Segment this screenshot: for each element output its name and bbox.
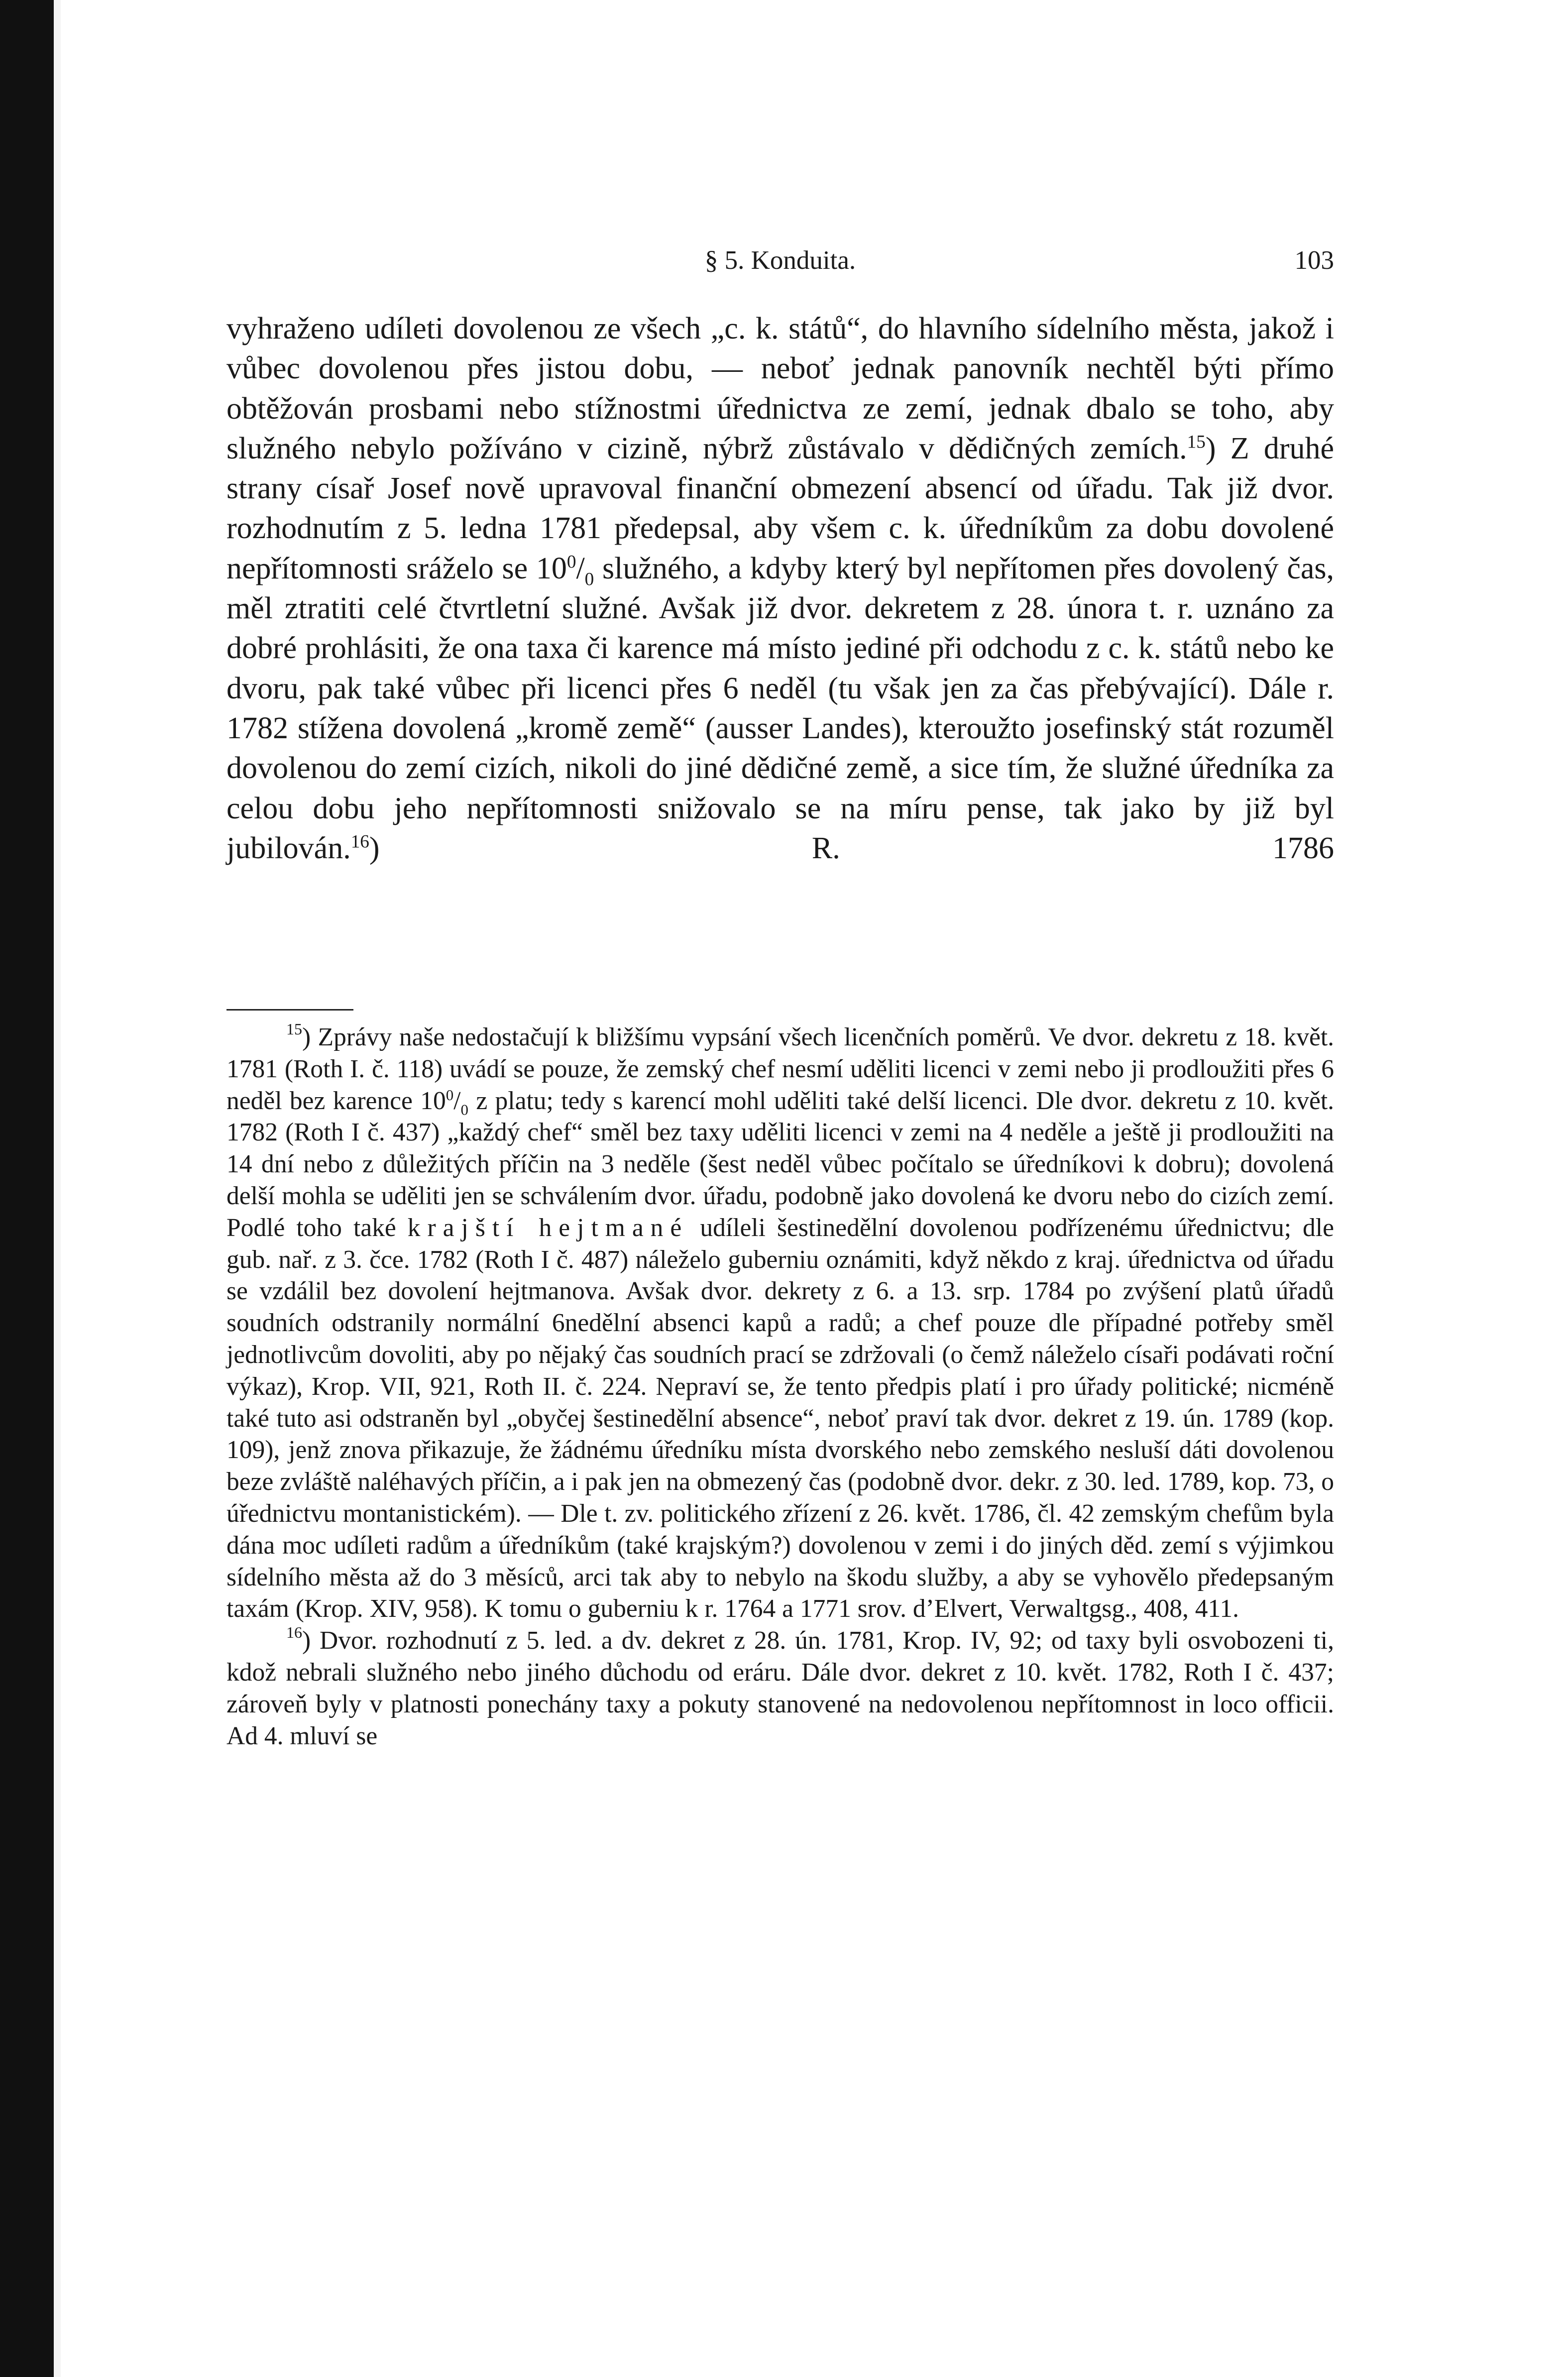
footnote-percent-sup: 0 [446, 1086, 454, 1104]
percent-sub: 0 [584, 569, 594, 590]
percent-sup: 0 [566, 552, 576, 572]
footnote-15-text-part2: z platu; tedy s karencí mohl uděliti také delší licenci. Dle dvor. dekretu z 10. květ. 1782 (Roth I č. 437) „každý chef“ směl bez taxy uděliti licenci v zemi na 4 neděle a ještě ji prodloužiti na 14 dní nebo z důležitých příčin na 3 neděle (šest neděl vůbec počítalo se úředníkovi k dobru); dovolená delší mohla se uděliti jen se schválením dvor. úřadu, podobně jako dovolená ke dvoru nebo do cizích zemí. Podlé toho také [226, 1086, 1335, 1242]
running-head [226, 243, 1334, 278]
percent-slash: / [576, 551, 585, 585]
footnote-16 [226, 1625, 1334, 1752]
body-text-part4: ) R. 1786 [369, 831, 1334, 865]
footnote-15-text-part3: udíleli šestinedělní dovolenou podřízenému úřednictvu; dle gub. nař. z 3. čce. 1782 (Roth I č. 487) náleželo guberniu oznámiti, když někdo z kraj. úřednictva od úřadu se vzdálil bez dovolení hejtmanova. Avšak dvor. dekrety z 6. a 13. srp. 1784 po zvýšení platů úřadů soudních odstranily normální 6nedělní absenci kapů a radů; a chef pouze dle případné potřeby směl jednotlivcům dovoliti, aby po nějaký čas soudních prací se zdržovali (o čemž náleželo císaři podávati roční výkaz), Krop. VII, 921, Roth II. č. 224. Nepraví se, že tento předpis platí i pro úřady politické; nicméně také tuto asi odstraněn byl „obyčej šestinedělní absence“, neboť praví tak dvor. dekret z 19. ún. 1789 (kop. 109), jenž znova přikazuje, že žádnému úředníku místa dvorského nebo zemského nesluší dáti dovolenou beze zvláště naléhavých příčin, a i pak jen na obmezený čas (podobně dvor. dekr. z 30. led. 1789, kop. 73, o úřednictvu montanistickém). — Dle t. zv. politického zřízení z 26. květ. 1786, čl. 42 zemským chefům byla dána moc udíleti radům a úředníkům (také krajským?) dovolenou v zemi i do jiných děd. zemí s výjimkou sídelního města až do 3 měsíců, arci tak aby to nebylo na škodu služby, a aby se vyhovělo předepsaným taxám (Krop. XIV, 958). K tomu o guberniu k r. 1764 a 1771 srov. d’Elvert, Verwaltgsg., 408, 411. [226, 1213, 1334, 1623]
scan-edge-bar [0, 0, 54, 2377]
footnote-16-marker: 16 [286, 1623, 302, 1642]
body-text-part3: služného, a kdyby který byl nepřítomen přes dovolený čas, měl ztratiti celé čtvrtletní služné. Avšak již dvor. dekretem z 28. února t. r. uznáno za dobré prohlásiti, že ona taxa či karence má místo jediné při odchodu z c. k. států nebo ke dvoru, pak také vůbec při licenci přes 6 neděl (tu však jen za čas přebývající). Dále r. 1782 stížena dovolená „kromě země“ (ausser Landes), kteroužto josefinský stát rozuměl dovolenou do zemí cizích, nikoli do jiné dědičné země, a sice tím, že služné úředníka za celou dobu jeho nepřítomnosti snižovalo se na míru pense, tak jako by již byl jubilován. [226, 551, 1334, 865]
footnote-15 [226, 1021, 1334, 1625]
footnote-15-text-part1: ) Zprávy naše nedostačují k bližšímu vypsání všech licenčních poměrů. Ve dvor. dekretu z 18. květ. 1781 (Roth I. č. 118) uvádí se pouze, že zemský chef nesmí uděliti licenci v zemi nebo ji prodloužiti přes 6 neděl bez karence 10 [226, 1023, 1334, 1115]
running-title: § 5. Konduita. [704, 246, 856, 275]
body-paragraph [226, 309, 1334, 868]
footnote-divider [226, 1009, 353, 1011]
footnote-percent-slash: / [453, 1086, 461, 1115]
body-text-part1: vyhraženo udíleti dovolenou ze všech „c. k. států“, do hlavního sídelního města, jakož i vůbec dovolenou přes jistou dobu, — neboť jednak panovník nechtěl býti přímo obtěžován prosbami nebo stížnostmi úřednictva ze zemí, jednak dbalo se toho, aby služného nebylo požíváno v cizině, nýbrž zůstávalo v dědičných zemích. [226, 312, 1334, 465]
footnote-15-marker: 15 [286, 1020, 302, 1038]
footnote-16-text: ) Dvor. rozhodnutí z 5. led. a dv. dekret z 28. ún. 1781, Krop. IV, 92; od taxy byli osvobozeni ti, kdož nebrali služného nebo jiného důchodu od eráru. Dále dvor. dekret z 10. květ. 1782, Roth I č. 437; zároveň byly v platnosti ponechány taxy a pokuty stanovené na nedovolenou nepřítomnost in loco officii. Ad 4. mluví se [226, 1626, 1334, 1750]
footnote-ref-15[interactable]: 15 [1187, 432, 1206, 453]
body-text-part2: ) Z druhé strany císař Josef nově upravoval finanční obmezení absencí od úřadu. Tak již dvor. rozhodnutím z 5. ledna 1781 předepsal, aby všem c. k. úředníkům za dobu dovolené nepřítomnosti sráželo se 10 [226, 431, 1334, 585]
scan-edge-gap [54, 0, 61, 2377]
page-number: 103 [1294, 246, 1334, 275]
footnote-ref-16[interactable]: 16 [350, 831, 369, 852]
footnote-15-spaced-emphasis: krajští hejtmané [407, 1213, 689, 1242]
footnotes [226, 1021, 1334, 1752]
footnote-percent-sub: 0 [460, 1100, 468, 1118]
